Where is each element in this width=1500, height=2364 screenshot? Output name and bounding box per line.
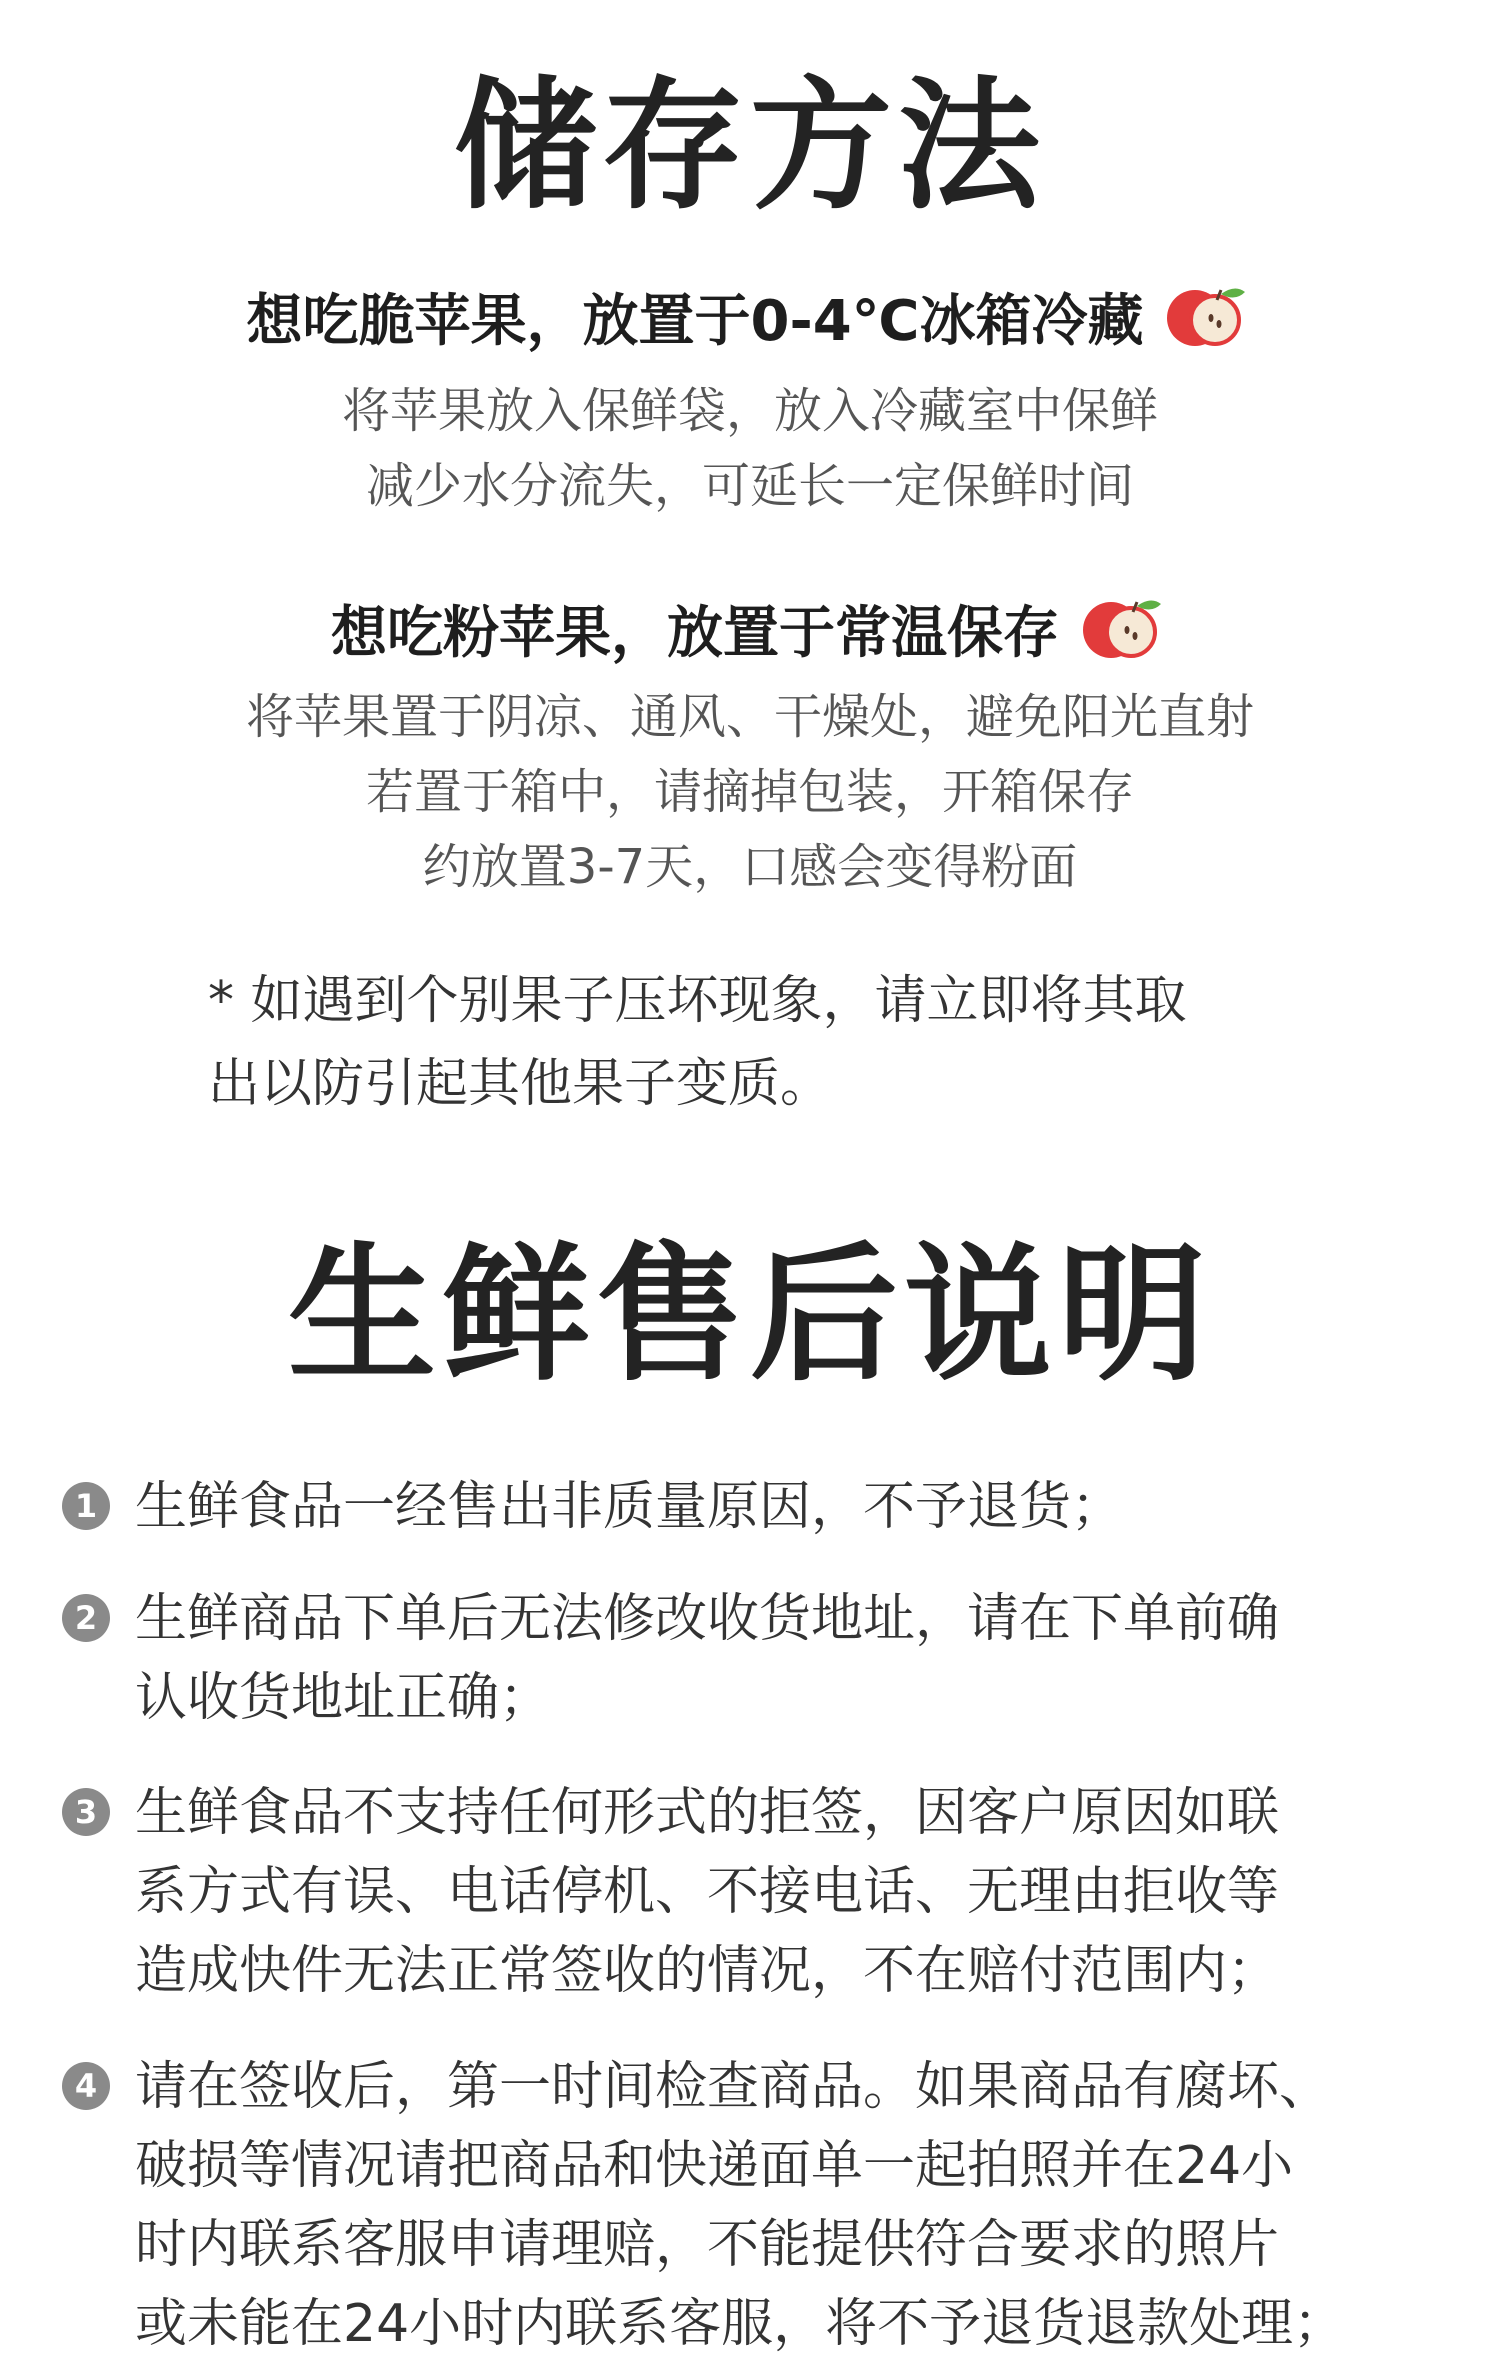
- policy-line: 生鲜食品一经售出非质量原因，不予退货；: [135, 1477, 1124, 1537]
- policy-text: [135, 1774, 1470, 2011]
- number-badge: 4: [62, 2062, 110, 2110]
- mealy-apple-heading-text: 想吃粉苹果，放置于常温保存: [331, 601, 1059, 666]
- policy-line: 认收货地址正确；: [135, 1668, 552, 1728]
- description-line: 约放置3-7天，口感会变得粉面: [422, 839, 1078, 895]
- policy-line: 或未能在24小时内联系客服，将不予退货退款处理；: [135, 2294, 1346, 2354]
- number-badge: 2: [62, 1594, 110, 1642]
- description-line: 若置于箱中，请摘掉包装，开箱保存: [365, 764, 1134, 820]
- description-line: 将苹果放入保鲜袋，放入冷藏室中保鲜: [341, 383, 1158, 439]
- number-badge: 1: [62, 1482, 110, 1530]
- policy-line: 系方式有误、电话停机、不接电话、无理由拒收等: [135, 1862, 1280, 1922]
- note-line: * 如遇到个别果子压坏现象，请立即将其取: [208, 971, 1187, 1031]
- damaged-fruit-note: [208, 960, 1368, 1126]
- crisp-apple-heading: [0, 280, 1500, 367]
- apple-icon: [1077, 592, 1169, 679]
- note-line: 出以防引起其他果子变质。: [208, 1054, 833, 1114]
- mealy-apple-heading: [0, 592, 1500, 679]
- number-badge: 3: [62, 1788, 110, 1836]
- policy-line: 生鲜商品下单后无法修改收货地址，请在下单前确: [135, 1589, 1280, 1649]
- policy-line: 请在签收后，第一时间检查商品。如果商品有腐坏、: [135, 2057, 1332, 2117]
- policy-text: [135, 1468, 1470, 1547]
- apple-icon: [1161, 280, 1253, 367]
- mealy-apple-description: [0, 680, 1500, 905]
- policy-line: 生鲜食品不支持任何形式的拒签，因客户原因如联: [135, 1783, 1280, 1843]
- policy-line: 破损等情况请把商品和快递面单一起拍照并在24小: [135, 2136, 1294, 2196]
- crisp-apple-heading-text: 想吃脆苹果，放置于0-4℃冰箱冷藏: [246, 289, 1144, 354]
- policy-line: 造成快件无法正常签收的情况，不在赔付范围内；: [135, 1941, 1280, 2001]
- policy-line: 时内联系客服申请理赔，不能提供符合要求的照片: [135, 2215, 1280, 2275]
- description-line: 将苹果置于阴凉、通风、干燥处，避免阳光直射: [245, 689, 1254, 745]
- description-line: 减少水分流失，可延长一定保鲜时间: [365, 458, 1134, 514]
- policy-text: [135, 1580, 1470, 1738]
- storage-title: 储存方法: [454, 64, 1046, 229]
- crisp-apple-description: [0, 374, 1500, 524]
- aftersale-title: 生鲜售后说明: [288, 1229, 1212, 1401]
- policy-text: [135, 2048, 1470, 2364]
